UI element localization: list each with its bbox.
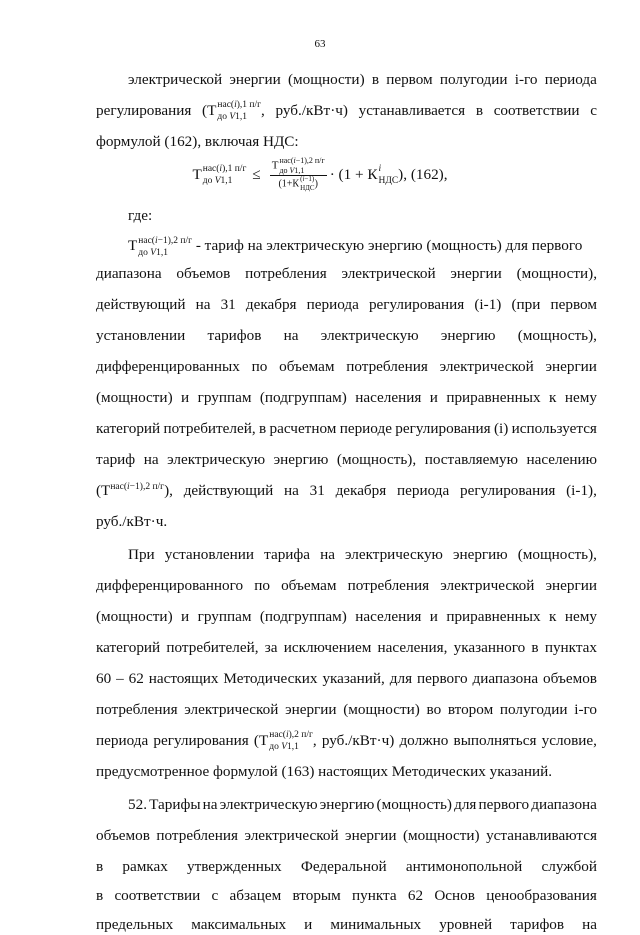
word: диапазона (472, 670, 539, 687)
word: и (181, 608, 190, 625)
fraction (270, 158, 327, 191)
word: (подгруппам) (259, 608, 347, 625)
word: (мощность), (336, 451, 417, 468)
word: Основ (434, 887, 475, 904)
word: объемам (281, 577, 337, 594)
word: (мощности), (516, 265, 597, 282)
def-line-7 (96, 419, 597, 439)
def-line-3 (96, 295, 597, 315)
word: (i-1), (566, 482, 597, 499)
word: электрической (439, 358, 534, 375)
word: Тарифы (149, 796, 201, 813)
word: энергию (319, 796, 375, 813)
word: действующий (183, 482, 274, 499)
relation-sign: ≤ (252, 165, 261, 183)
word: указаний, (322, 670, 385, 687)
word: устанавливаются (486, 827, 597, 844)
word: (мощности) (96, 389, 173, 406)
word: При (128, 546, 155, 563)
word: потребителей, (163, 420, 256, 437)
word: соответствии (114, 887, 201, 904)
word: ценообразования (486, 887, 597, 904)
word: (мощности) (343, 701, 420, 718)
p1-line-2 (96, 101, 597, 121)
tariff-symbol: (Т нас(i−1),2 п/г ), (96, 482, 173, 499)
word: 31 (220, 296, 236, 313)
word: периода (397, 482, 450, 499)
word: выполняться (453, 732, 537, 749)
word: на (195, 296, 211, 313)
word: тарифов (510, 916, 565, 933)
word: 31 (309, 482, 325, 499)
def-line-10: руб./кВт·ч. (96, 513, 168, 530)
word: поставляемую (424, 451, 518, 468)
word: дифференцированных (96, 358, 240, 375)
word: руб./кВт·ч) (275, 102, 348, 119)
word: пункта (352, 887, 397, 904)
word: и (181, 389, 190, 406)
word: объемам (279, 358, 335, 375)
word: полугодии (439, 71, 508, 88)
word: утвержденных (186, 858, 282, 875)
word: энергии (229, 71, 281, 88)
word: на (283, 327, 299, 344)
word: энергии (545, 358, 597, 375)
p2-line-8: предусмотренное формулой (163) настоящих Методических указаний. (96, 763, 553, 780)
word: населения (355, 389, 422, 406)
word: Методических (223, 670, 318, 687)
word: рамках (122, 858, 168, 875)
p3-line-1 (128, 795, 597, 815)
word: устанавливается (358, 102, 466, 119)
word: абзацем (229, 887, 282, 904)
word: по (254, 577, 270, 594)
word: соответствии (493, 102, 580, 119)
word: в (259, 420, 267, 437)
word: 62 (128, 670, 144, 687)
fraction-numerator: Т нас(i−1),2 п/г до V1,1 (271, 156, 325, 175)
word: во (426, 701, 442, 718)
word: на (320, 546, 335, 563)
word: энергии (450, 265, 502, 282)
word: электрической (128, 71, 223, 88)
word: службой (541, 858, 597, 875)
p3-line-5 (96, 915, 597, 935)
word: предельных (96, 916, 174, 933)
word: настоящих (148, 670, 219, 687)
word: указанного (453, 639, 526, 656)
word: Федеральной (300, 858, 387, 875)
word: нему (564, 608, 597, 625)
where-label: где: (128, 207, 153, 224)
p2-line-6 (96, 700, 597, 720)
tariff-symbol: (Т нас(i),2 п/г до V1,1 , (253, 730, 317, 752)
word: регулирования (395, 420, 491, 437)
def-line-1: Т нас(i−1),2 п/г до V1,1 - тариф на электрическую энергию (мощность) для первого (128, 235, 583, 258)
word: первого (416, 670, 468, 687)
word: регулирования (368, 296, 465, 313)
word: в (96, 858, 104, 875)
def-line-2 (96, 264, 597, 284)
word: максимальных (191, 916, 287, 933)
word: (i-1) (474, 296, 502, 313)
word: приравненных (446, 608, 541, 625)
word: втором (447, 701, 494, 718)
word: уровней (439, 916, 493, 933)
word: на (202, 796, 218, 813)
p3-line-3 (96, 857, 597, 877)
word: должно (399, 732, 449, 749)
word: потребления (346, 358, 428, 375)
word: электрической (244, 827, 339, 844)
word: к (549, 608, 557, 625)
word: вторым (292, 887, 341, 904)
word: энергию (440, 327, 496, 344)
word: в (475, 102, 483, 119)
word: категорий (96, 639, 161, 656)
word: группам (197, 608, 252, 625)
word: на (143, 451, 159, 468)
word: нему (564, 389, 597, 406)
def-line-5 (96, 357, 597, 377)
word: категорий (96, 420, 161, 437)
word: декабря (245, 296, 297, 313)
word: 52. (128, 796, 147, 813)
word: для (389, 670, 413, 687)
p3-line-4 (96, 886, 597, 906)
word: диапазона (96, 265, 162, 282)
word: тарифа (264, 546, 310, 563)
word: (мощности) (288, 71, 365, 88)
word: по (251, 358, 268, 375)
word: в (531, 639, 539, 656)
word: электрической (341, 265, 436, 282)
p2-line-4 (96, 638, 597, 658)
word: и (429, 608, 438, 625)
word: (мощности) (402, 827, 480, 844)
word: антимонопольной (405, 858, 523, 875)
p2-line-3 (96, 607, 597, 627)
word: за (264, 639, 278, 656)
word: электрическую (219, 796, 318, 813)
word: на (582, 916, 597, 933)
word: декабря (335, 482, 387, 499)
def-line-8 (96, 450, 597, 470)
word: периода (306, 296, 359, 313)
word: первого (478, 796, 530, 813)
word: (мощность), (517, 546, 597, 563)
word: энергию (273, 451, 329, 468)
word: установлении (164, 546, 255, 563)
word: 62 (407, 887, 424, 904)
word: для (454, 796, 477, 813)
word: и (304, 916, 313, 933)
word: минимальных (330, 916, 422, 933)
p2-line-5 (96, 669, 597, 689)
word: электрическую (345, 546, 443, 563)
word: (мощности) (96, 608, 173, 625)
formula-162: Т нас(i),1 п/г до V1,1 ≤ Т нас(i−1),2 п/г до V1,1 (1+К (i−1) НДС ) · (1 + К i НДС ), (162), (192, 156, 448, 192)
word: установлении (96, 327, 186, 344)
word: регулирования (460, 482, 556, 499)
word: объемов (96, 827, 150, 844)
word: энергию (452, 546, 508, 563)
word: дифференцированного (96, 577, 244, 594)
word: используется (511, 420, 597, 437)
word: потребления (96, 701, 178, 718)
word: тариф (96, 451, 136, 468)
word: и (429, 389, 438, 406)
word: периоде (339, 420, 392, 437)
word: исключением (283, 639, 372, 656)
word: объемов (543, 670, 597, 687)
word: на (283, 482, 299, 499)
word: в (96, 887, 104, 904)
p3-line-2 (96, 826, 597, 846)
word: потребления (347, 577, 430, 594)
p1-line-1 (128, 70, 597, 90)
p2-line-1 (128, 545, 597, 565)
word: населения (355, 608, 422, 625)
tariff-symbol: (Т нас(i),1 п/г до V1,1 , (202, 100, 265, 122)
def-line-6 (96, 388, 597, 408)
word: первом (386, 71, 433, 88)
word: руб./кВт·ч) (321, 732, 395, 749)
word: потребления (156, 827, 238, 844)
word: электрической (440, 577, 535, 594)
word: регулирования (96, 102, 192, 119)
word: электрическую (167, 451, 266, 468)
word: тарифов (207, 327, 262, 344)
word: (при (511, 296, 541, 313)
word: пунктах (544, 639, 597, 656)
word: полугодии (499, 701, 568, 718)
word: энергии (545, 577, 597, 594)
word: 60 (96, 670, 112, 687)
word: периода (96, 732, 149, 749)
word: (мощность) (376, 796, 452, 813)
word: электрическую (320, 327, 419, 344)
word: регулирования (153, 732, 249, 749)
word: с (590, 102, 597, 119)
word: в (371, 71, 379, 88)
word: – (116, 670, 124, 687)
word: с (211, 887, 219, 904)
word: энергии (345, 827, 397, 844)
def-line-9 (96, 481, 597, 503)
word: группам (197, 389, 252, 406)
word: энергии (285, 701, 337, 718)
p1-line-3: формулой (162), включая НДС: (96, 133, 299, 150)
word: расчетном (269, 420, 337, 437)
fraction-denominator: (1+К (i−1) НДС ) (278, 175, 318, 192)
word: (подгруппам) (259, 389, 347, 406)
word: населению (526, 451, 597, 468)
word: (i) (493, 420, 509, 437)
word: i-го (574, 701, 597, 718)
word: периода (544, 71, 597, 88)
word: (мощность), (517, 327, 597, 344)
word: потребления (245, 265, 327, 282)
word: объемов (176, 265, 231, 282)
word: к (549, 389, 557, 406)
word: приравненных (446, 389, 541, 406)
page-number: 63 (314, 38, 326, 50)
word: i-го (514, 71, 538, 88)
word: населения, (377, 639, 448, 656)
word: первом (550, 296, 597, 313)
word: диапазона (531, 796, 597, 813)
word: действующий (96, 296, 186, 313)
def-line-4 (96, 326, 597, 346)
word: условие, (541, 732, 597, 749)
word: потребителей, (166, 639, 259, 656)
word: электрической (184, 701, 279, 718)
p2-line-2 (96, 576, 597, 596)
p2-line-7 (96, 731, 597, 751)
